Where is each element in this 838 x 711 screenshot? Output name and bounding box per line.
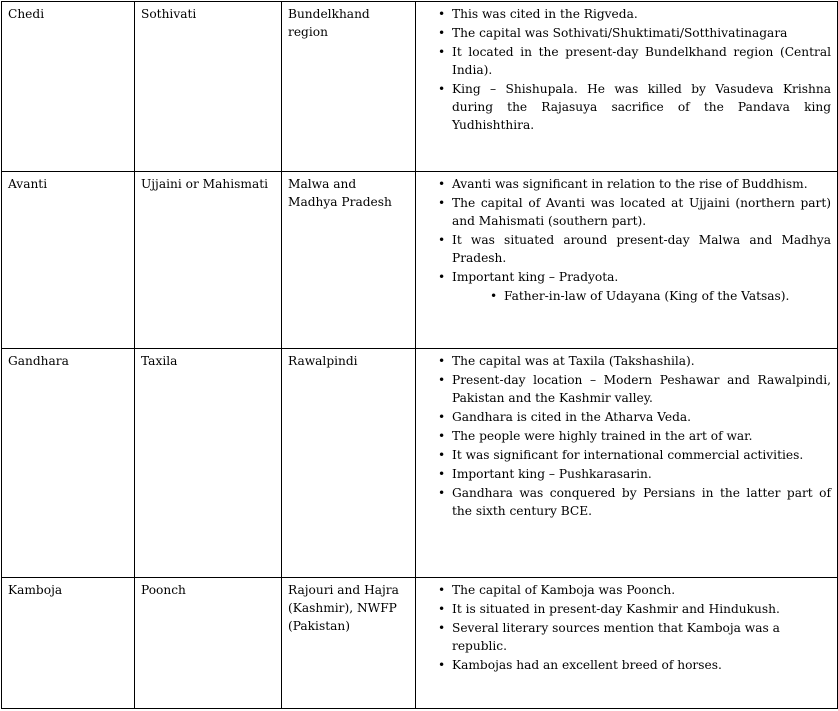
kingdom-cell: Avanti <box>2 172 135 349</box>
list-item: • King – Shishupala. He was killed by Vasudeva Krishna during the Rajasuya sacrifice of the Pandava king Yudhishthira. <box>438 82 831 132</box>
list-item: • The capital of Kamboja was Poonch. <box>438 583 676 597</box>
points-cell <box>416 578 838 709</box>
points-cell <box>416 172 838 349</box>
bullet-icon: • <box>438 410 446 424</box>
bullet-icon: • <box>438 26 446 40</box>
points-list <box>422 175 831 305</box>
location-cell: Rajouri and Hajra (Kashmir), NWFP (Pakistan) <box>282 578 416 709</box>
bullet-icon: • <box>438 177 446 191</box>
table-row <box>2 2 838 172</box>
mahajanapadas-table <box>1 1 838 709</box>
bullet-icon: • <box>438 602 446 616</box>
list-item: • The capital of Avanti was located at Ujjaini (northern part) and Mahismati (southern part). <box>438 196 831 228</box>
bullet-icon: • <box>438 429 446 443</box>
kingdom-cell: Chedi <box>2 2 135 172</box>
location-cell: Bundelkhand region <box>282 2 416 172</box>
list-item: • Gandhara is cited in the Atharva Veda. <box>438 410 692 424</box>
list-item: • Kambojas had an excellent breed of horses. <box>438 658 722 672</box>
capital-cell: Ujjaini or Mahismati <box>135 172 282 349</box>
kingdom-cell: Kamboja <box>2 578 135 709</box>
capital-cell: Poonch <box>135 578 282 709</box>
points-cell <box>416 349 838 578</box>
list-item: • It located in the present-day Bundelkhand region (Central India). <box>438 45 831 77</box>
points-list <box>422 5 831 134</box>
location-cell: Rawalpindi <box>282 349 416 578</box>
bullet-icon: • <box>438 45 446 59</box>
list-item: • It was situated around present-day Malwa and Madhya Pradesh. <box>438 233 831 265</box>
list-item: • Present-day location – Modern Peshawar and Rawalpindi, Pakistan and the Kashmir valley. <box>438 373 831 405</box>
list-item: • The capital was at Taxila (Takshashila). <box>438 354 695 368</box>
kingdom-cell: Gandhara <box>2 349 135 578</box>
sub-list-item: • Father-in-law of Udayana (King of the Vatsas). <box>490 289 790 303</box>
table-row <box>2 349 838 578</box>
bullet-icon: • <box>438 621 446 635</box>
bullet-icon: • <box>438 448 446 462</box>
bullet-icon: • <box>438 658 446 672</box>
bullet-icon: • <box>438 196 446 210</box>
bullet-icon: • <box>438 486 446 500</box>
points-cell <box>416 2 838 172</box>
bullet-icon: • <box>438 354 446 368</box>
bullet-icon: • <box>490 289 498 303</box>
points-list <box>422 581 831 674</box>
list-item: • Avanti was significant in relation to the rise of Buddhism. <box>438 177 808 191</box>
bullet-icon: • <box>438 270 446 284</box>
list-item: • The people were highly trained in the art of war. <box>438 429 753 443</box>
location-cell: Malwa and Madhya Pradesh <box>282 172 416 349</box>
list-item: • It is situated in present-day Kashmir and Hindukush. <box>438 602 780 616</box>
bullet-icon: • <box>438 82 446 96</box>
bullet-icon: • <box>438 7 446 21</box>
bullet-icon: • <box>438 373 446 387</box>
list-item: • Gandhara was conquered by Persians in the latter part of the sixth century BCE. <box>438 486 831 518</box>
list-item: • The capital was Sothivati/Shuktimati/Sotthivatinagara <box>438 26 788 40</box>
list-item: • Several literary sources mention that Kamboja was a republic. <box>438 621 780 653</box>
bullet-icon: • <box>438 233 446 247</box>
capital-cell: Taxila <box>135 349 282 578</box>
bullet-icon: • <box>438 583 446 597</box>
table-row <box>2 578 838 709</box>
list-item: • This was cited in the Rigveda. <box>438 7 638 21</box>
list-item: • Important king – Pradyota. <box>438 270 619 284</box>
bullet-icon: • <box>438 467 446 481</box>
list-item: • Important king – Pushkarasarin. <box>438 467 652 481</box>
points-list <box>422 352 831 520</box>
table-row <box>2 172 838 349</box>
capital-cell: Sothivati <box>135 2 282 172</box>
list-item: • It was significant for international commercial activities. <box>438 448 804 462</box>
